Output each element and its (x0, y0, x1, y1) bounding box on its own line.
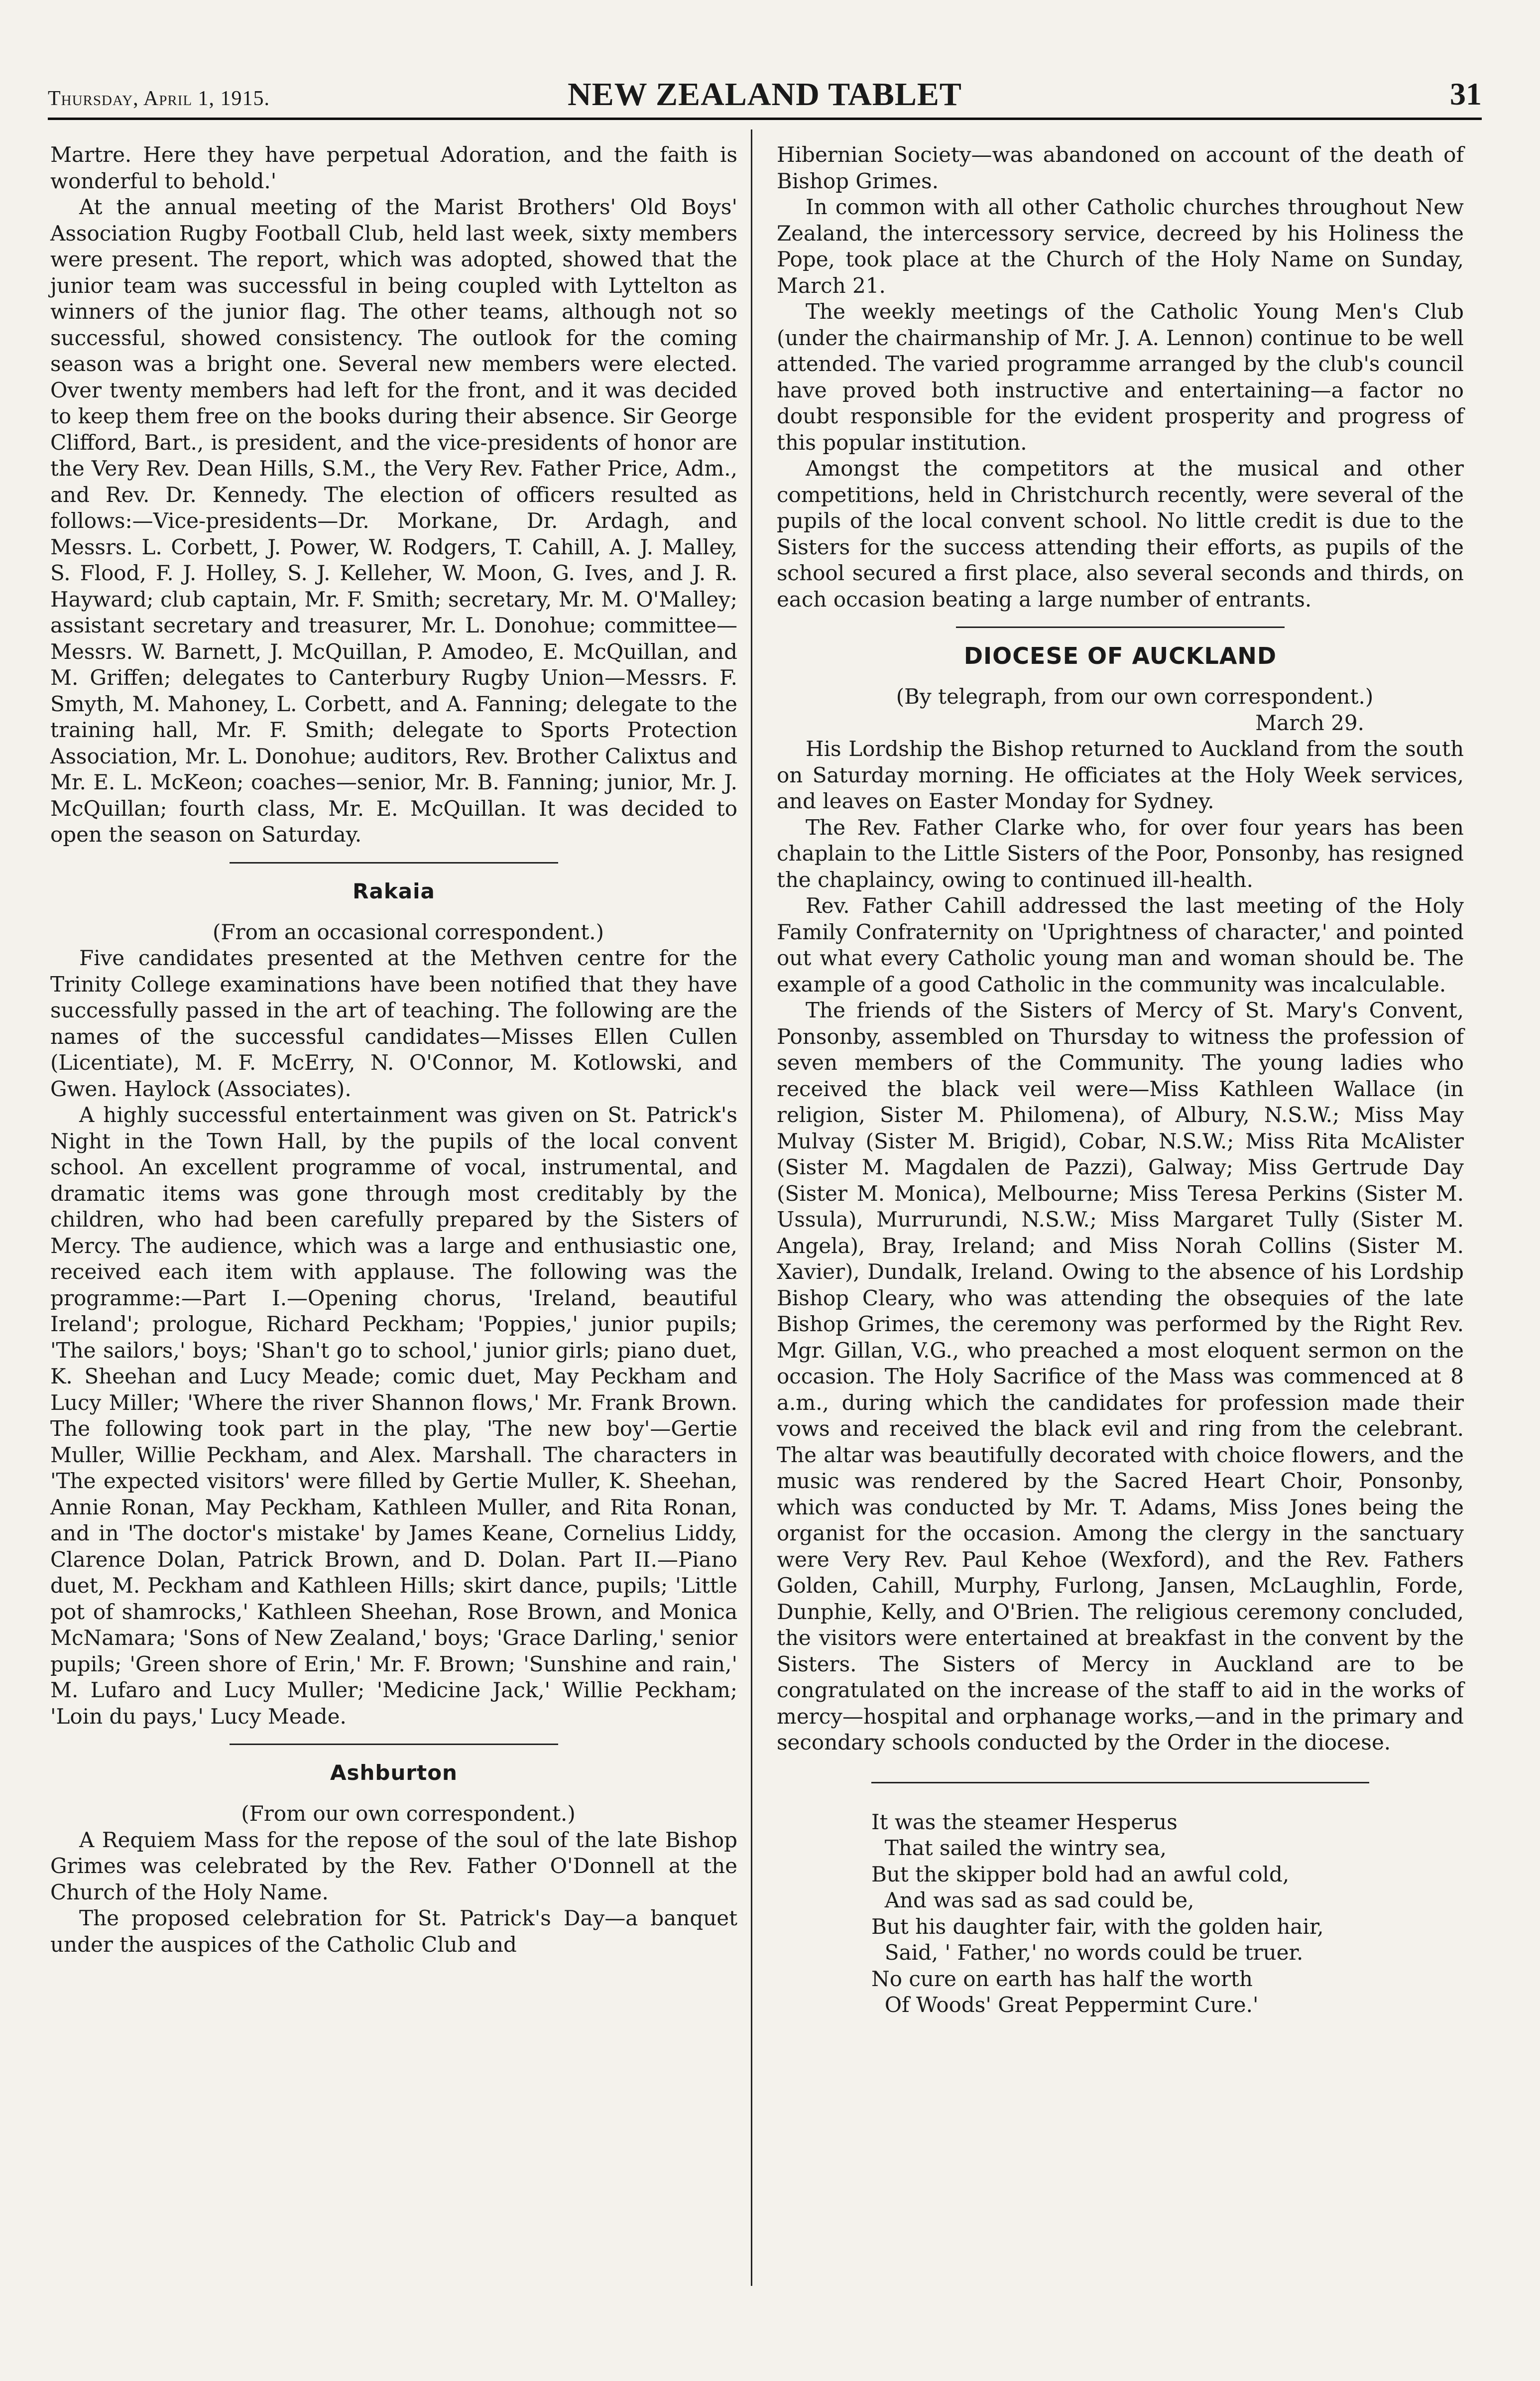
paragraph: Hibernian Society—was abandoned on account of the death of Bishop Grimes. (777, 142, 1464, 193)
poem-line: But his daughter fair, with the golden hair, (871, 1914, 1324, 1939)
right-column (777, 142, 1464, 2018)
paragraph: The friends of the Sisters of Mercy of St. Mary's Convent, Ponsonby, assembled on Thursday to witness the profession of seven members of the Community. The young ladies who received the black veil were—Miss Kathleen Wallace (in religion, Sister M. Philomena), of Albury, N.S.W.; Miss May Mulvay (Sister M. Brigid), Cobar, N.S.W.; Miss Rita McAlister (Sister M. Magdalen de Pazzi), Galway; Miss Gertrude Day (Sister M. Monica), Melbourne; Miss Teresa Perkins (Sister M. Ussula), Murrurundi, N.S.W.; Miss Margaret Tully (Sister M. Angela), Bray, Ireland; and Miss Norah Collins (Sister M. Xavier), Dundalk, Ireland. Owing to the absence of his Lordship Bishop Cleary, who was attending the obsequies of the late Bishop Grimes, the ceremony was performed by the Right Rev. Mgr. Gillan, V.G., who preached a most eloquent sermon on the occasion. The Holy Sacrifice of the Mass was commenced at 8 a.m., during which the candidates for profession made their vows and received the black evil and ring from the celebrant. The altar was beautifully decorated with choice flowers, and the music was rendered by the Sacred Heart Choir, Ponsonby, which was conducted by Mr. T. Adams, Miss Jones being the organist for the occasion. Among the clergy in the sanctuary were Very Rev. Paul Kehoe (Wexford), and the Rev. Fathers Golden, Cahill, Murphy, Furlong, Jansen, McLaughlin, Forde, Dunphie, Kelly, and O'Brien. The religious ceremony concluded, the visitors were entertained at breakfast in the convent by the Sisters. The Sisters of Mercy in Auckland are to be congratulated on the increase of the staff to aid in the works of mercy—hospital and orphanage works,—and in the primary and secondary schools conducted by the Order in the diocese. (777, 998, 1464, 1754)
section-heading-auckland: DIOCESE OF AUCKLAND (963, 642, 1277, 669)
section-heading-rakaia: Rakaia (353, 878, 435, 903)
byline: (From our own correspondent.) (241, 1801, 576, 1826)
section-rule (230, 862, 558, 864)
paragraph: Rev. Father Cahill addressed the last meeting of the Holy Family Confraternity on 'Uprightness of character,' and pointed out what every Catholic young man and woman should be. The example of a good Catholic in the community was incalculable. (777, 893, 1464, 997)
poem-line: But the skipper bold had an awful cold, (871, 1862, 1290, 1886)
section-rule (230, 1744, 558, 1745)
paragraph: A Requiem Mass for the repose of the soul of the late Bishop Grimes was celebrated by the Rev. Father O'Donnell at the Church of the Holy Name. (50, 1827, 737, 1904)
poem-line: No cure on earth has half the worth (871, 1966, 1253, 1991)
byline: (From an occasional correspondent.) (212, 919, 604, 944)
paragraph: At the annual meeting of the Marist Brothers' Old Boys' Association Rugby Football Club, held last week, sixty members were present. The report, which was adopted, showed that the junior team was successful in being coupled with Lyttelton as winners of the junior flag. The other teams, although not so successful, showed consistency. The outlook for the coming season was a bright one. Several new members were elected. Over twenty members had left for the front, and it was decided to keep them free on the books during their absence. Sir George Clifford, Bart., is president, and the vice-presidents of honor are the Very Rev. Dean Hills, S.M., the Very Rev. Father Price, Adm., and Rev. Dr. Kennedy. The election of officers resulted as follows:—Vice-presidents—Dr. Morkane, Dr. Ardagh, and Messrs. L. Corbett, J. Power, W. Rodgers, T. Cahill, A. J. Malley, S. Flood, F. J. Holley, S. J. Kelleher, W. Moon, G. Ives, and J. R. Hayward; club captain, Mr. F. Smith; secretary, Mr. M. O'Malley; assistant secretary and treasurer, Mr. L. Donohue; committee—Messrs. W. Barnett, J. McQuillan, P. Amodeo, E. McQuillan, and M. Griffen; delegates to Canterbury Rugby Union—Messrs. F. Smyth, M. Mahoney, L. Corbett, and A. Fanning; delegate to the training hall, Mr. F. Smith; delegate to Sports Protection Association, Mr. L. Donohue; auditors, Rev. Brother Calixtus and Mr. E. L. McKeon; coaches—senior, Mr. B. Fanning; junior, Mr. J. McQuillan; fourth class, Mr. E. McQuillan. It was decided to open the season on Saturday. (50, 195, 737, 847)
section-rule (871, 1782, 1369, 1783)
poem-line: It was the steamer Hesperus (871, 1809, 1178, 1834)
paragraph: Amongst the competitors at the musical and other competitions, held in Christchurch recently, were several of the pupils of the local convent school. No little credit is due to the Sisters for the success attending their efforts, as pupils of the school secured a first place, also several seconds and thirds, on each occasion beating a large number of entrants. (777, 456, 1464, 612)
poem-line: That sailed the wintry sea, (871, 1836, 1167, 1860)
paragraph: The Rev. Father Clarke who, for over four years has been chaplain to the Little Sisters of the Poor, Ponsonby, has resigned the chaplaincy, owing to continued ill-health. (777, 815, 1464, 892)
poem-line: Of Woods' Great Peppermint Cure.' (871, 1993, 1259, 2017)
paragraph: A highly successful entertainment was given on St. Patrick's Night in the Town Hall, by the pupils of the local convent school. An excellent programme of vocal, instrumental, and dramatic items was gone through most creditably by the children, who had been carefully prepared by the Sisters of Mercy. The audience, which was a large and enthusiastic one, received each item with applause. The following was the programme:—Part I.—Opening chorus, 'Ireland, beautiful Ireland'; prologue, Richard Peckham; 'Poppies,' junior pupils; 'The sailors,' boys; 'Shan't go to school,' junior girls; piano duet, K. Sheehan and Lucy Meade; comic duet, May Peckham and Lucy Miller; 'Where the river Shannon flows,' Mr. Frank Brown. The following took part in the play, 'The new boy'—Gertie Muller, Willie Peckham, and Alex. Marshall. The characters in 'The expected visitors' were filled by Gertie Muller, K. Sheehan, Annie Ronan, May Peckham, Kathleen Muller, and Rita Ronan, and in 'The doctor's mistake' by James Keane, Cornelius Liddy, Clarence Dolan, Patrick Brown, and D. Dolan. Part II.—Piano duet, M. Peckham and Kathleen Hills; skirt dance, pupils; 'Little pot of shamrocks,' Kathleen Sheehan, Rose Brown, and Monica McNamara; 'Sons of New Zealand,' boys; 'Grace Darling,' senior pupils; 'Green shore of Erin,' Mr. F. Brown; 'Sunshine and rain,' M. Lufaro and Lucy Muller; 'Medicine Jack,' Willie Peckham; 'Loin du pays,' Lucy Meade. (50, 1103, 737, 1729)
paragraph: Five candidates presented at the Methven centre for the Trinity College examinations have been notified that they have successfully passed in the art of teaching. The following are the names of the successful candidates—Misses Ellen Cullen (Licentiate), M. F. McErry, N. O'Connor, M. Kotlowski, and Gwen. Haylock (Associates). (50, 946, 737, 1101)
issue-date: Thursday, April 1, 1915. (48, 87, 270, 110)
page-number: 31 (1450, 76, 1482, 112)
section-heading-ashburton: Ashburton (330, 1760, 458, 1785)
masthead-title: NEW ZEALAND TABLET (568, 76, 962, 113)
poem-line: And was sad as sad could be, (871, 1888, 1194, 1912)
paragraph: The proposed celebration for St. Patrick's Day—a banquet under the auspices of the Catholic Club and (50, 1906, 737, 1957)
section-rule (956, 627, 1285, 628)
paragraph: In common with all other Catholic churches throughout New Zealand, the intercessory service, decreed by his Holiness the Pope, took place at the Church of the Holy Name on Sunday, March 21. (777, 195, 1464, 298)
dateline: March 29. (1255, 710, 1364, 735)
page-header (48, 75, 1482, 115)
paragraph: Martre. Here they have perpetual Adoration, and the faith is wonderful to behold.' (50, 142, 737, 193)
advertisement-poem (871, 1809, 1464, 2018)
paragraph: His Lordship the Bishop returned to Auckland from the south on Saturday morning. He officiates at the Holy Week services, and leaves on Easter Monday for Sydney. (777, 737, 1464, 813)
poem-line: Said, ' Father,' no words could be truer. (871, 1940, 1303, 1965)
paragraph: The weekly meetings of the Catholic Young Men's Club (under the chairmanship of Mr. J. A. Lennon) continue to be well attended. The varied programme arranged by the club's council have proved both instructive and entertaining—a factor no doubt responsible for the evident prosperity and progress of this popular institution. (777, 299, 1464, 455)
column-divider (751, 129, 752, 2286)
header-rule (48, 118, 1482, 120)
byline: (By telegraph, from our own correspondent.) (896, 684, 1374, 709)
left-column (50, 142, 737, 1958)
